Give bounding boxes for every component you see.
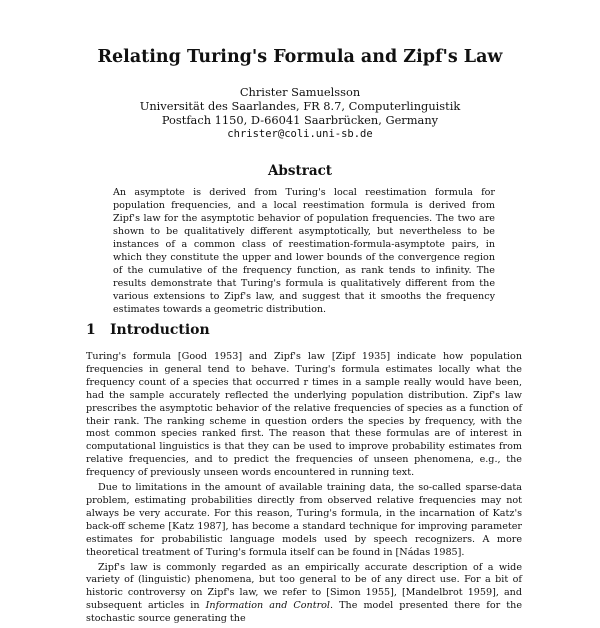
section-heading xyxy=(86,322,210,338)
abstract-heading: Abstract xyxy=(267,163,333,179)
paragraph-3-tail: . The model presented there for the stochastic source generating the xyxy=(86,600,522,625)
section-number: 1 xyxy=(86,322,96,338)
section-body xyxy=(86,351,522,628)
paper-title: Relating Turing's Formula and Zipf's Law xyxy=(97,47,503,67)
author-name: Christer Samuelsson xyxy=(239,85,361,99)
paragraph-3-text: Zipf's law is commonly regarded as an empirically accurate description of a wide variety of (linguistic) phenomena, but too general to be of any direct use. For a bit of historic controversy on Zipf's law, we refer to [Simon 1955], [Mandelbrot 1959], and subsequent articles in xyxy=(86,561,522,612)
journal-name: Information and Control xyxy=(205,600,330,612)
author-affiliation: Universität des Saarlandes, FR 8.7, Computerlinguistik xyxy=(139,99,461,113)
paragraph-2: Due to limitations in the amount of available training data, the so-called sparse-data problem, estimating probabilities directly from observed relative frequencies may not always be very accurate. For this reason, Turing's formula, in the incarnation of Katz's back-off scheme [Katz 1987], has become a standard technique for improving parameter estimates for probabilistic language models used by speech recognizers. A more theoretical treatment of Turing's formula itself can be found in [Nádas 1985]. xyxy=(86,482,522,558)
abstract-text: An asymptote is derived from Turing's local reestimation formula for population frequencies, and a local reestimation formula is derived from Zipf's law for the asymptotic behavior of population frequencies. The two are shown to be qualitatively different asymptotically, but nevertheless to be instances of a common class of reestimation-formula-asymptote pairs, in which they constitute the upper and lower bounds of the convergence region of the cumulative of the frequency function, as rank tends to infinity. The results demonstrate that Turing's formula is qualitatively different from the various extensions to Zipf's law, and suggest that it smooths the frequency estimates towards a geometric distribution. xyxy=(113,187,495,315)
author-block xyxy=(0,85,600,141)
section-title: Introduction xyxy=(110,322,210,338)
author-address: Postfach 1150, D-66041 Saarbrücken, Germany xyxy=(161,113,439,127)
paragraph-1: Turing's formula [Good 1953] and Zipf's law [Zipf 1935] indicate how population frequencies in general tend to behave. Turing's formula estimates locally what the frequency count of a species that occurred r times in a sample really would have been, had the sample accurately reflected the underlying population distribution. Zipf's law prescribes the asymptotic behavior of the relative frequencies of species as a function of their rank. The ranking scheme in question orders the species by frequency, with the most common species ranked first. The reason that these formulas are of interest in computational linguistics is that they can be used to improve probability estimates from relative frequencies, and to predict the frequencies of unseen phenomena, e.g., the frequency of previously unseen words encountered in running text. xyxy=(86,351,522,479)
author-email: christer@coli.uni-sb.de xyxy=(227,128,373,140)
paragraph-3 xyxy=(86,562,522,627)
